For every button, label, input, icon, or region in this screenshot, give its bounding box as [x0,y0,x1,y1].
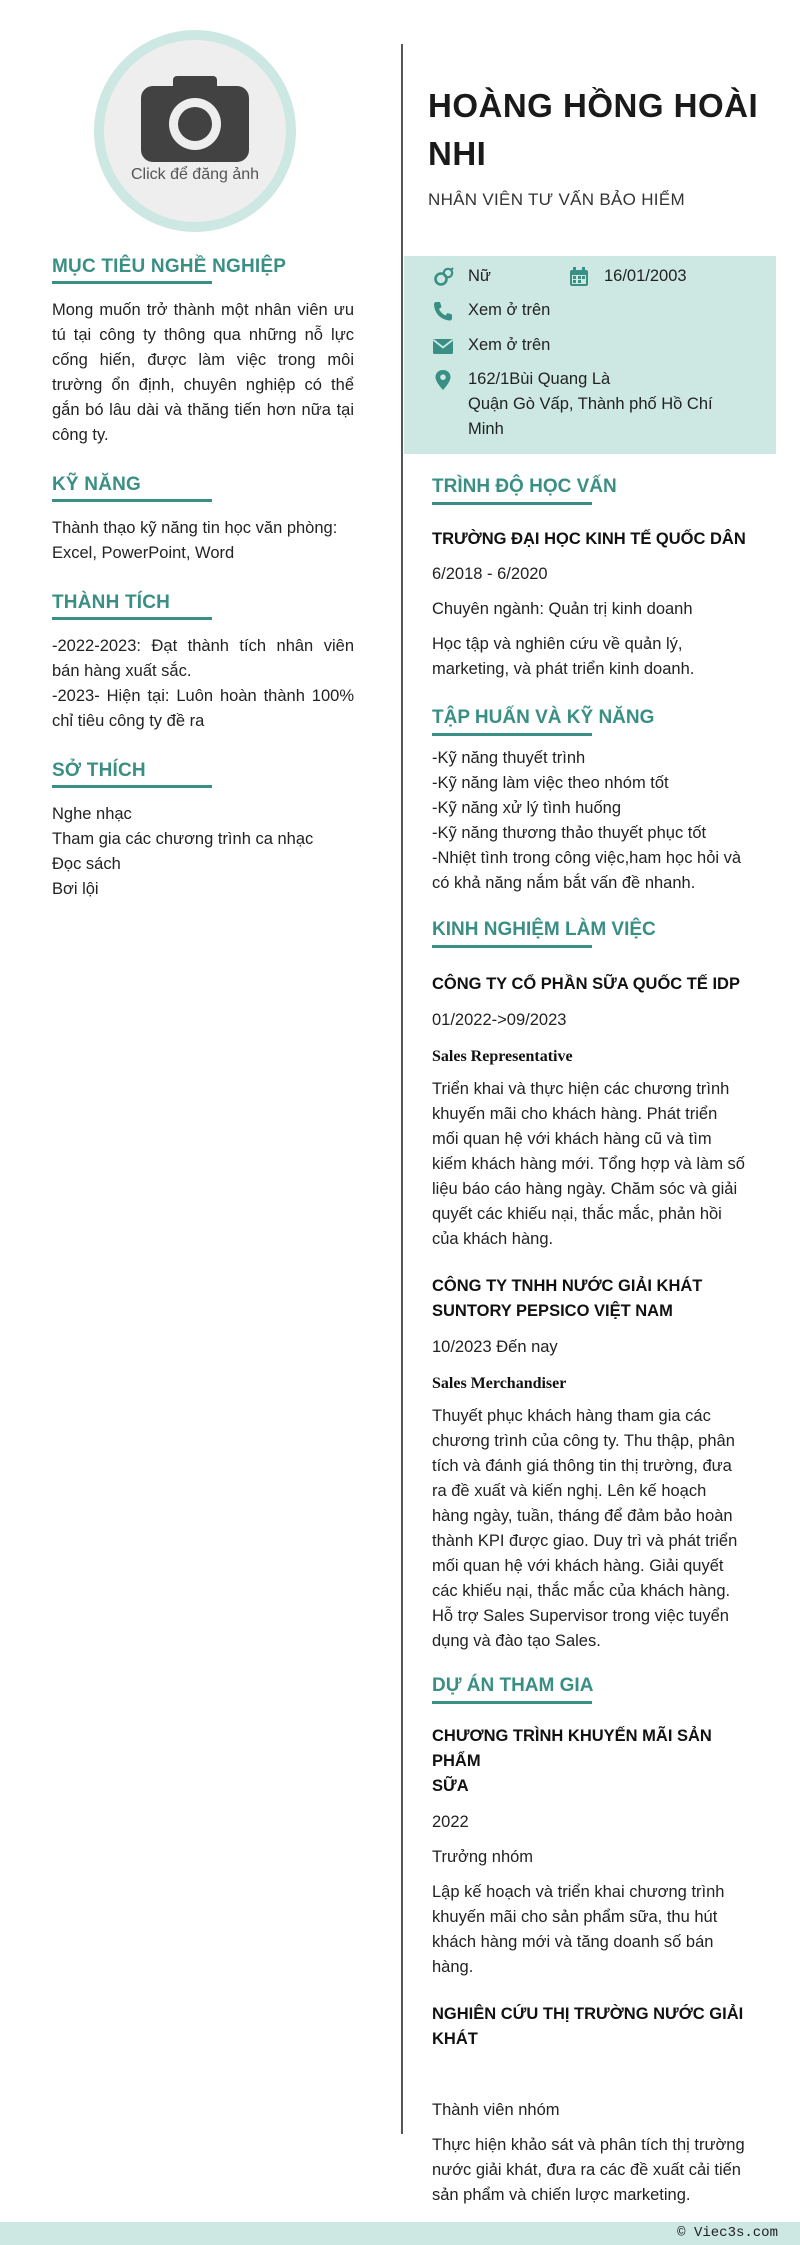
job-company [432,1274,758,1324]
project-name-line: NGHIÊN CỨU THỊ TRƯỜNG NƯỚC GIẢI [432,2005,744,2023]
job-company-line: CÔNG TY TNHH NƯỚC GIẢI KHÁT [432,1277,703,1295]
project-desc-line: sản phẩm và chiến lược marketing. [432,2186,691,2204]
job-entry [432,1274,758,1654]
email-row [432,333,550,358]
project-name-line: KHÁT [432,2030,478,2048]
envelope-icon [432,336,454,356]
hobby-item: Bơi lội [52,880,99,898]
job-role: Sales Merchandiser [432,1375,567,1392]
job-desc-line: dụng và đào tạo Sales. [432,1632,601,1650]
job-desc-line: tích và đánh giá thông tin thị trường, đưa [432,1457,732,1475]
projects-heading: DỰ ÁN THAM GIA [432,1675,593,1704]
objective-heading: MỤC TIÊU NGHỀ NGHIỆP [52,256,286,284]
job-desc-line: Hỗ trợ Sales Supervisor trong việc tuyển [432,1607,729,1625]
achievements-list [52,634,354,734]
project-entry [432,2002,758,2208]
project-name-line: SỮA [432,1777,469,1795]
job-desc-line: của khách hàng. [432,1230,554,1248]
full-name [428,82,768,178]
training-item: -Kỹ năng thương thảo thuyết phục tốt [432,824,707,842]
job-desc-line: các khiếu nại, thắc mắc của khách hàng. [432,1582,731,1600]
skills-text [52,516,354,566]
education-section [432,476,758,682]
job-position: NHÂN VIÊN TƯ VẤN BẢO HIỂM [428,190,685,209]
job-desc-line: liệu báo cáo hàng ngày. Chăm sóc và giải [432,1180,738,1198]
upload-photo-label[interactable]: Click để đăng ảnh [130,166,260,183]
job-desc-line: mối quan hệ với khách hàng cũ và tìm [432,1130,712,1148]
phone-row [432,298,550,323]
objective-section [52,256,354,448]
name-line: NHI [428,135,487,172]
job-company-line: SUNTORY PEPSICO VIỆT NAM [432,1302,673,1320]
footer-bar [0,2222,800,2245]
job-desc-line: quyết các khiếu nại, thắc mắc, phản hồi [432,1205,722,1223]
job-desc-line: Thuyết phục khách hàng tham gia các [432,1407,711,1425]
phone-icon [432,301,454,321]
objective-text: Mong muốn trở thành một nhân viên ưu tú tại công ty thông qua những nỗ lực cống hiến, được làm việc trong môi trường ổn định, chuyên nghiệp có thể gắn bó lâu dài và thăng tiến hơn nữa tại công ty. [52,301,354,444]
project-description [432,2133,758,2208]
project-name [432,2002,758,2052]
hobbies-heading: SỞ THÍCH [52,760,146,788]
education-desc-line: Học tập và nghiên cứu về quản lý, [432,635,683,653]
project-name-line: CHƯƠNG TRÌNH KHUYẾN MÃI SẢN PHẨM [432,1727,712,1770]
address-line: Minh [468,420,504,438]
projects-section [432,1675,758,2208]
job-entry [432,972,758,1252]
experience-section [432,919,758,1654]
email-value: Xem ở trên [468,336,551,354]
hobby-item: Tham gia các chương trình ca nhạc [52,830,314,848]
training-item: -Kỹ năng xử lý tình huống [432,799,621,817]
achievements-heading: THÀNH TÍCH [52,592,170,620]
education-period: 6/2018 - 6/2020 [432,565,548,583]
school-name: TRƯỜNG ĐẠI HỌC KINH TẾ QUỐC DÂN [432,530,746,548]
project-year [432,2063,758,2088]
project-role: Trưởng nhóm [432,1848,534,1866]
hobby-item: Đọc sách [52,855,121,873]
address-line: 162/1Bùi Quang Là [468,370,611,388]
project-desc-line: Thực hiện khảo sát và phân tích thị trường [432,2136,745,2154]
project-description [432,1880,758,1980]
skills-heading: KỸ NĂNG [52,474,141,502]
project-desc-line: hàng. [432,1958,474,1976]
job-desc-line: mối quan hệ với khách hàng. Giải quyết [432,1557,724,1575]
skills-line: Excel, PowerPoint, Word [52,544,235,562]
education-major: Chuyên ngành: Quản trị kinh doanh [432,600,693,618]
skills-line: Thành thạo kỹ năng tin học văn phòng: [52,519,338,537]
project-desc-line: nước giải khát, đưa ra các đề xuất cải tiến [432,2161,741,2179]
training-item: -Nhiệt tình trong công việc,ham học hỏi và [432,849,742,867]
project-desc-line: khuyến mãi cho sản phẩm sữa, thu hút [432,1908,718,1926]
training-item: có khả năng nắm bắt vấn đề nhanh. [432,874,696,892]
gender-icon [432,267,454,287]
job-desc-line: thành KPI được giao. Duy trì và phát triển [432,1532,738,1550]
experience-heading: KINH NGHIỆM LÀM VIỆC [432,919,656,948]
address-row [432,367,762,442]
education-desc-line: marketing, và phát triển kinh doanh. [432,660,695,678]
address-line: Quận Gò Vấp, Thành phố Hồ Chí [468,395,713,413]
job-desc-line: chương trình của công ty. Thu thập, phân [432,1432,735,1450]
hobbies-list [52,802,354,902]
job-desc-line: hàng ngày, tuần, tháng để đảm bảo hoàn [432,1507,733,1525]
project-entry [432,1724,758,1980]
job-description [432,1404,758,1654]
job-role: Sales Representative [432,1048,573,1065]
phone-value: Xem ở trên [468,301,551,319]
job-period: 01/2022->09/2023 [432,1011,567,1029]
project-name [432,1724,758,1799]
birthday-value: 16/01/2003 [604,267,687,285]
training-heading: TẬP HUẤN VÀ KỸ NĂNG [432,707,654,736]
photo-frame[interactable] [94,30,296,232]
training-list [432,746,758,896]
photo-placeholder[interactable] [104,40,286,222]
job-desc-line: kiếm khách hàng mới. Tổng hợp và làm số [432,1155,745,1173]
project-role: Thành viên nhóm [432,2101,560,2119]
project-desc-line: khách hàng mới và tăng doanh số bán [432,1933,714,1951]
camera-icon [141,72,249,162]
training-item: -Kỹ năng làm việc theo nhóm tốt [432,774,669,792]
project-year: 2022 [432,1813,469,1831]
gender-value: Nữ [468,267,491,285]
location-pin-icon [432,370,454,390]
address-value [468,367,713,442]
left-column [52,256,354,928]
project-desc-line: Lập kế hoạch và triển khai chương trình [432,1883,725,1901]
job-period: 10/2023 Đến nay [432,1338,558,1356]
achievements-section [52,592,354,734]
training-item: -Kỹ năng thuyết trình [432,749,586,767]
hobby-item: Nghe nhạc [52,805,132,823]
calendar-icon [568,267,590,287]
name-line: HOÀNG HỒNG HOÀI [428,87,759,124]
footer-copyright[interactable]: © Viec3s.com [677,2225,778,2241]
achievement-item: -2023- Hiện tại: Luôn hoàn thành 100% chỉ tiêu công ty đề ra [52,687,354,730]
job-description [432,1077,758,1252]
contact-box [404,256,776,454]
skills-section [52,474,354,566]
gender-row [432,264,491,289]
job-desc-line: khuyến mãi cho khách hàng. Phát triển [432,1105,718,1123]
column-divider [401,44,403,2134]
training-section [432,707,758,896]
education-heading: TRÌNH ĐỘ HỌC VẤN [432,476,617,505]
achievement-item: -2022-2023: Đạt thành tích nhân viên bán hàng xuất sắc. [52,637,354,680]
hobbies-section [52,760,354,902]
job-company: CÔNG TY CỔ PHẦN SỮA QUỐC TẾ IDP [432,975,740,993]
job-desc-line: Triển khai và thực hiện các chương trình [432,1080,730,1098]
education-description [432,632,758,682]
job-desc-line: ra đề xuất và kiến nghị. Lên kế hoạch [432,1482,707,1500]
birthday-row [568,264,687,289]
